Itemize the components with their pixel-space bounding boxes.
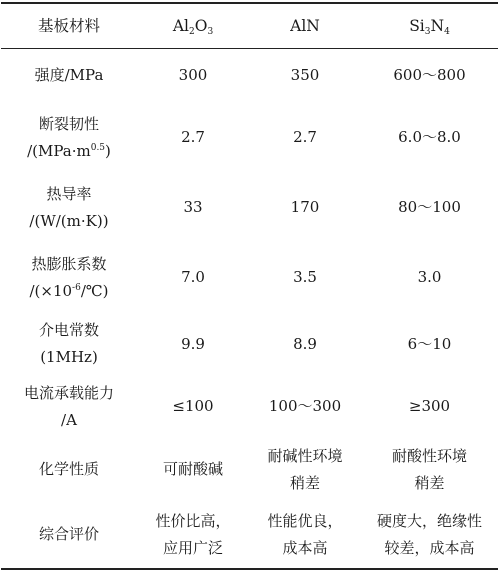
- text-run: 性能优良，: [267, 511, 343, 530]
- cell-line: [361, 264, 498, 291]
- value-cell-si3n4: [361, 376, 498, 438]
- value-cell-al2o3: [137, 502, 249, 569]
- table-body: [1, 49, 498, 569]
- cell-line: [361, 62, 498, 89]
- column-header-si3n4: [361, 3, 498, 49]
- value-cell-aln: [249, 438, 361, 502]
- cell-line: [249, 393, 361, 420]
- text-run: /(W/(m·K)): [29, 211, 109, 230]
- text-run: 强度/MPa: [34, 66, 104, 85]
- value-cell-aln: [249, 49, 361, 103]
- cell-line: [249, 124, 361, 151]
- value-cell-aln: [249, 313, 361, 376]
- cell-line: [249, 264, 361, 291]
- text-run: 综合评价: [38, 525, 99, 543]
- row-label-cell: [1, 376, 137, 438]
- text-run: 6.0～8.0: [398, 128, 461, 146]
- cell-line: [361, 508, 498, 535]
- text-run: 33: [183, 198, 203, 216]
- row-label-cell: [1, 243, 137, 313]
- value-cell-si3n4: [361, 502, 498, 569]
- cell-line: [1, 380, 137, 407]
- cell-line: [1, 317, 137, 344]
- value-cell-si3n4: [361, 173, 498, 243]
- text-run: /(×10: [29, 281, 73, 300]
- text-run: Al: [172, 16, 189, 35]
- text-run: 介电常数: [38, 321, 99, 339]
- subscript-text: 3: [207, 26, 214, 37]
- text-run: 100～300: [268, 397, 342, 415]
- cell-line: [361, 443, 498, 470]
- header-row: [1, 3, 498, 49]
- value-cell-si3n4: [361, 103, 498, 173]
- text-run: 80～100: [398, 198, 461, 216]
- value-cell-al2o3: [137, 103, 249, 173]
- text-run: 3.0: [417, 268, 442, 286]
- cell-line: [1, 407, 137, 434]
- cell-line: [137, 264, 249, 291]
- cell-line: [1, 251, 137, 278]
- cell-line: [249, 508, 361, 535]
- text-run: 8.9: [293, 334, 317, 353]
- text-run: 耐酸性环境: [391, 446, 467, 465]
- cell-line: [137, 62, 249, 89]
- cell-line: [137, 194, 249, 221]
- text-run: (1MHz): [40, 348, 98, 366]
- cell-line: [1, 111, 137, 138]
- row-label-cell: [1, 173, 137, 243]
- cell-line: [137, 535, 249, 562]
- row-label-cell: [1, 502, 137, 569]
- cell-line: [1, 344, 137, 371]
- table-row: [1, 438, 498, 502]
- table-row: [1, 103, 498, 173]
- table-row: [1, 173, 498, 243]
- text-run: 热导率: [46, 184, 92, 203]
- text-run: 2.7: [181, 128, 205, 146]
- text-run: Si: [409, 16, 425, 35]
- table-row: [1, 49, 498, 103]
- cell-line: [361, 470, 498, 497]
- value-cell-si3n4: [361, 243, 498, 313]
- text-run: ≥300: [408, 397, 451, 415]
- cell-line: [137, 456, 249, 483]
- text-run: 7.0: [181, 268, 205, 286]
- text-run: 耐碱性环境: [267, 446, 343, 465]
- subscript-text: 3: [424, 26, 431, 37]
- value-cell-si3n4: [361, 438, 498, 502]
- cell-line: [1, 181, 137, 208]
- cell-line: [361, 194, 498, 221]
- text-run: /A: [61, 410, 77, 429]
- row-label-cell: [1, 103, 137, 173]
- row-label-cell: [1, 438, 137, 502]
- cell-line: [137, 393, 249, 420]
- text-run: 2.7: [293, 128, 317, 146]
- cell-line: [249, 194, 361, 221]
- text-run: 9.9: [181, 334, 205, 353]
- cell-line: [1, 521, 137, 548]
- text-run: 热膨胀系数: [31, 254, 107, 273]
- column-header-aln: [249, 3, 361, 49]
- cell-line: [1, 208, 137, 235]
- cell-line: [1, 138, 137, 165]
- text-run: ): [105, 141, 111, 160]
- text-run: AlN: [290, 16, 320, 35]
- table-row: [1, 313, 498, 376]
- value-cell-aln: [249, 243, 361, 313]
- substrate-comparison-table: [1, 2, 498, 570]
- column-header-property: [1, 3, 137, 49]
- text-run: 可耐酸碱: [162, 460, 223, 478]
- text-run: 硬度大，绝缘性: [376, 511, 482, 530]
- text-run: 断裂韧性: [38, 114, 99, 133]
- text-run: 600～800: [393, 66, 466, 85]
- column-header-al2o3: [137, 3, 249, 49]
- cell-line: [361, 535, 498, 562]
- text-run: 3.5: [293, 268, 317, 286]
- text-run: ≤100: [172, 397, 214, 415]
- table-row: [1, 502, 498, 569]
- table-row: [1, 376, 498, 438]
- text-run: 性价比高，: [155, 511, 231, 530]
- cell-line: [1, 278, 137, 305]
- text-run: 170: [290, 198, 320, 216]
- cell-line: [137, 331, 249, 358]
- value-cell-al2o3: [137, 438, 249, 502]
- text-run: 350: [290, 66, 320, 85]
- value-cell-aln: [249, 173, 361, 243]
- cell-line: [249, 62, 361, 89]
- text-run: 成本高: [282, 538, 328, 557]
- text-run: O: [194, 16, 208, 35]
- cell-line: [249, 470, 361, 497]
- subscript-text: 2: [188, 26, 195, 37]
- subscript-text: 4: [444, 26, 450, 37]
- cell-line: [249, 331, 361, 358]
- cell-line: [361, 331, 498, 358]
- superscript-text: 0.5: [90, 142, 106, 153]
- cell-line: [1, 456, 137, 483]
- value-cell-aln: [249, 103, 361, 173]
- cell-line: [137, 508, 249, 535]
- text-run: 较差，成本高: [384, 538, 475, 557]
- text-run: /(MPa·m: [27, 141, 91, 160]
- cell-line: [249, 443, 361, 470]
- value-cell-aln: [249, 502, 361, 569]
- row-label-cell: [1, 313, 137, 376]
- value-cell-al2o3: [137, 313, 249, 376]
- text-run: 应用广泛: [162, 538, 223, 557]
- text-run: 化学性质: [38, 460, 99, 478]
- text-run: 稍差: [414, 473, 445, 492]
- text-run: 电流承载能力: [23, 383, 114, 402]
- text-run: 稍差: [289, 473, 320, 492]
- row-label-cell: [1, 49, 137, 103]
- value-cell-al2o3: [137, 376, 249, 438]
- text-run: 300: [178, 66, 208, 85]
- value-cell-si3n4: [361, 49, 498, 103]
- cell-line: [1, 62, 137, 89]
- table-row: [1, 243, 498, 313]
- cell-line: [137, 124, 249, 151]
- text-run: N: [430, 16, 445, 35]
- text-run: /℃): [80, 281, 109, 300]
- value-cell-aln: [249, 376, 361, 438]
- superscript-text: -6: [72, 282, 81, 293]
- table-header: [1, 3, 498, 49]
- text-run: 6～10: [407, 334, 452, 353]
- value-cell-si3n4: [361, 313, 498, 376]
- value-cell-al2o3: [137, 173, 249, 243]
- cell-line: [361, 124, 498, 151]
- cell-line: [361, 393, 498, 420]
- value-cell-al2o3: [137, 49, 249, 103]
- cell-line: [249, 535, 361, 562]
- value-cell-al2o3: [137, 243, 249, 313]
- text-run: 基板材料: [37, 16, 100, 35]
